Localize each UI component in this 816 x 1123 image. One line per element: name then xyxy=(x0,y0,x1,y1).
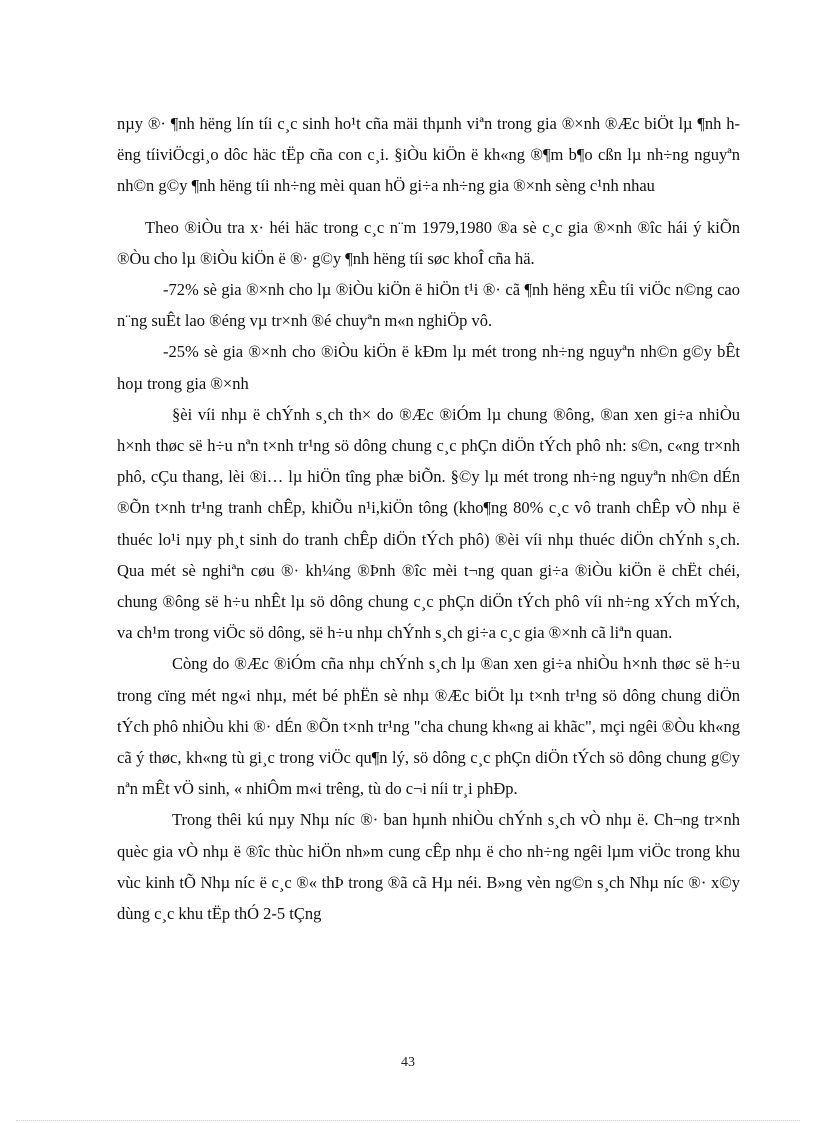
paragraph-7: Trong thêi kú nµy Nhµ níc ®· ban hµnh nhiÒu chÝnh s¸ch vÒ nhµ ë. Ch¬ng tr×nh quèc gia vÒ nhµ ë ®îc thùc hiÖn nh»m cung cÊp nhµ ë cho nh÷ng ngêi lµm viÖc trong khu vùc kinh tÕ Nhµ níc ë c¸c ®« thÞ trong ®ã cã Hµ néi. B»ng vèn ng©n s¸ch Nhµ níc ®· x©y dùng c¸c khu tËp thÓ 2-5 tÇng xyxy=(117,810,740,924)
paragraph-5: §èi víi nhµ ë chÝnh s¸ch th× do ®Æc ®iÓm lµ chung ®ông, ®an xen gi÷a nhiÒu h×nh thøc së h÷u nªn t×nh tr¹ng sö dông chung c¸c phÇn diÖn tÝch phô nh: s©n, c«ng tr×nh phô, cÇu thang, lèi ®i… lµ hiÖn tîng phæ biÕn. §©y lµ mét trong nh÷ng nguyªn nh©n dÉn ®Õn t×nh tr¹ng tranh chÊp, khiÕu n¹i,kiÖn tông (kho¶ng 80% c¸c vô tranh chÊp vÒ nhµ ë thuéc lo¹i nµy ph¸t sinh do tranh chÊp diÖn tÝch phô) ®èi víi nhµ thuéc diÖn chÝnh s¸ch. Qua mét sè nghiªn cøu ®· kh¼ng ®Þnh ®îc mèi t¬ng quan gi÷a ®iÒu kiÖn ë chËt chéi, chung ®ông së h÷u nhÊt lµ sö dông chung c¸c phÇn diÖn tÝch phô víi nh÷ng xÝch mÝch, va ch¹m trong viÖc sö dông, së h÷u nhµ chÝnh s¸ch gi÷a c¸c gia ®×nh cã liªn quan. xyxy=(117,404,740,643)
paragraph-4: -25% sè gia ®×nh cho ®iÒu kiÖn ë kÐm lµ mét trong nh÷ng nguyªn nh©n g©y bÊt hoµ trong gia ®×nh xyxy=(117,342,740,393)
paragraph-6: Còng do ®Æc ®iÓm cña nhµ chÝnh s¸ch lµ ®an xen gi÷a nhiÒu h×nh thøc së h÷u trong cïng mét ng«i nhµ, mét bé phËn sè nhµ ®Æc biÖt lµ t×nh tr¹ng sö dông chung diÖn tÝch phô nhiÒu khi ®· dÉn ®Õn t×nh tr¹ng "cha chung kh«ng ai khãc", mçi ngêi ®Òu kh«ng cã ý thøc, kh«ng tù gi¸c trong viÖc qu¶n lý, sö dông c¸c phÇn diÖn tÝch sö dông chung g©y nªn mÊt vÖ sinh, « nhiÔm m«i trêng, tù do c¬i níi tr¸i phÐp. xyxy=(117,654,740,799)
paragraph-1: nµy ®· ¶nh hëng lín tíi c¸c sinh ho¹t cña mäi thµnh viªn trong gia ®×nh ®Æc biÖt lµ ¶nh hëng tíiviÖcgi¸o dôc häc tËp cña con c¸i. §iÒu kiÖn ë kh«ng ®¶m b¶o cßn lµ nh÷ng nguyªn nh©n g©y ¶nh hëng tíi nh÷ng mèi quan hÖ gi÷a nh÷ng gia ®×nh sèng c¹nh nhau xyxy=(117,114,740,196)
page-number: 43 xyxy=(401,1055,415,1070)
paragraph-3: -72% sè gia ®×nh cho lµ ®iÒu kiÖn ë hiÖn t¹i ®· cã ¶nh hëng xÊu tíi viÖc n©ng cao n¨ng suÊt lao ®éng vµ tr×nh ®é chuyªn m«n nghiÖp vô. xyxy=(117,280,740,331)
page-body xyxy=(117,108,740,929)
paragraph-2: Theo ®iÒu tra x· héi häc trong c¸c n¨m 1979,1980 ®a sè c¸c gia ®×nh ®îc hái ý kiÕn ®Òu cho lµ ®iÒu kiÖn ë ®· g©y ¶nh hëng tíi søc khoÎ cña hä. xyxy=(117,217,740,268)
footer-divider xyxy=(16,1120,800,1121)
